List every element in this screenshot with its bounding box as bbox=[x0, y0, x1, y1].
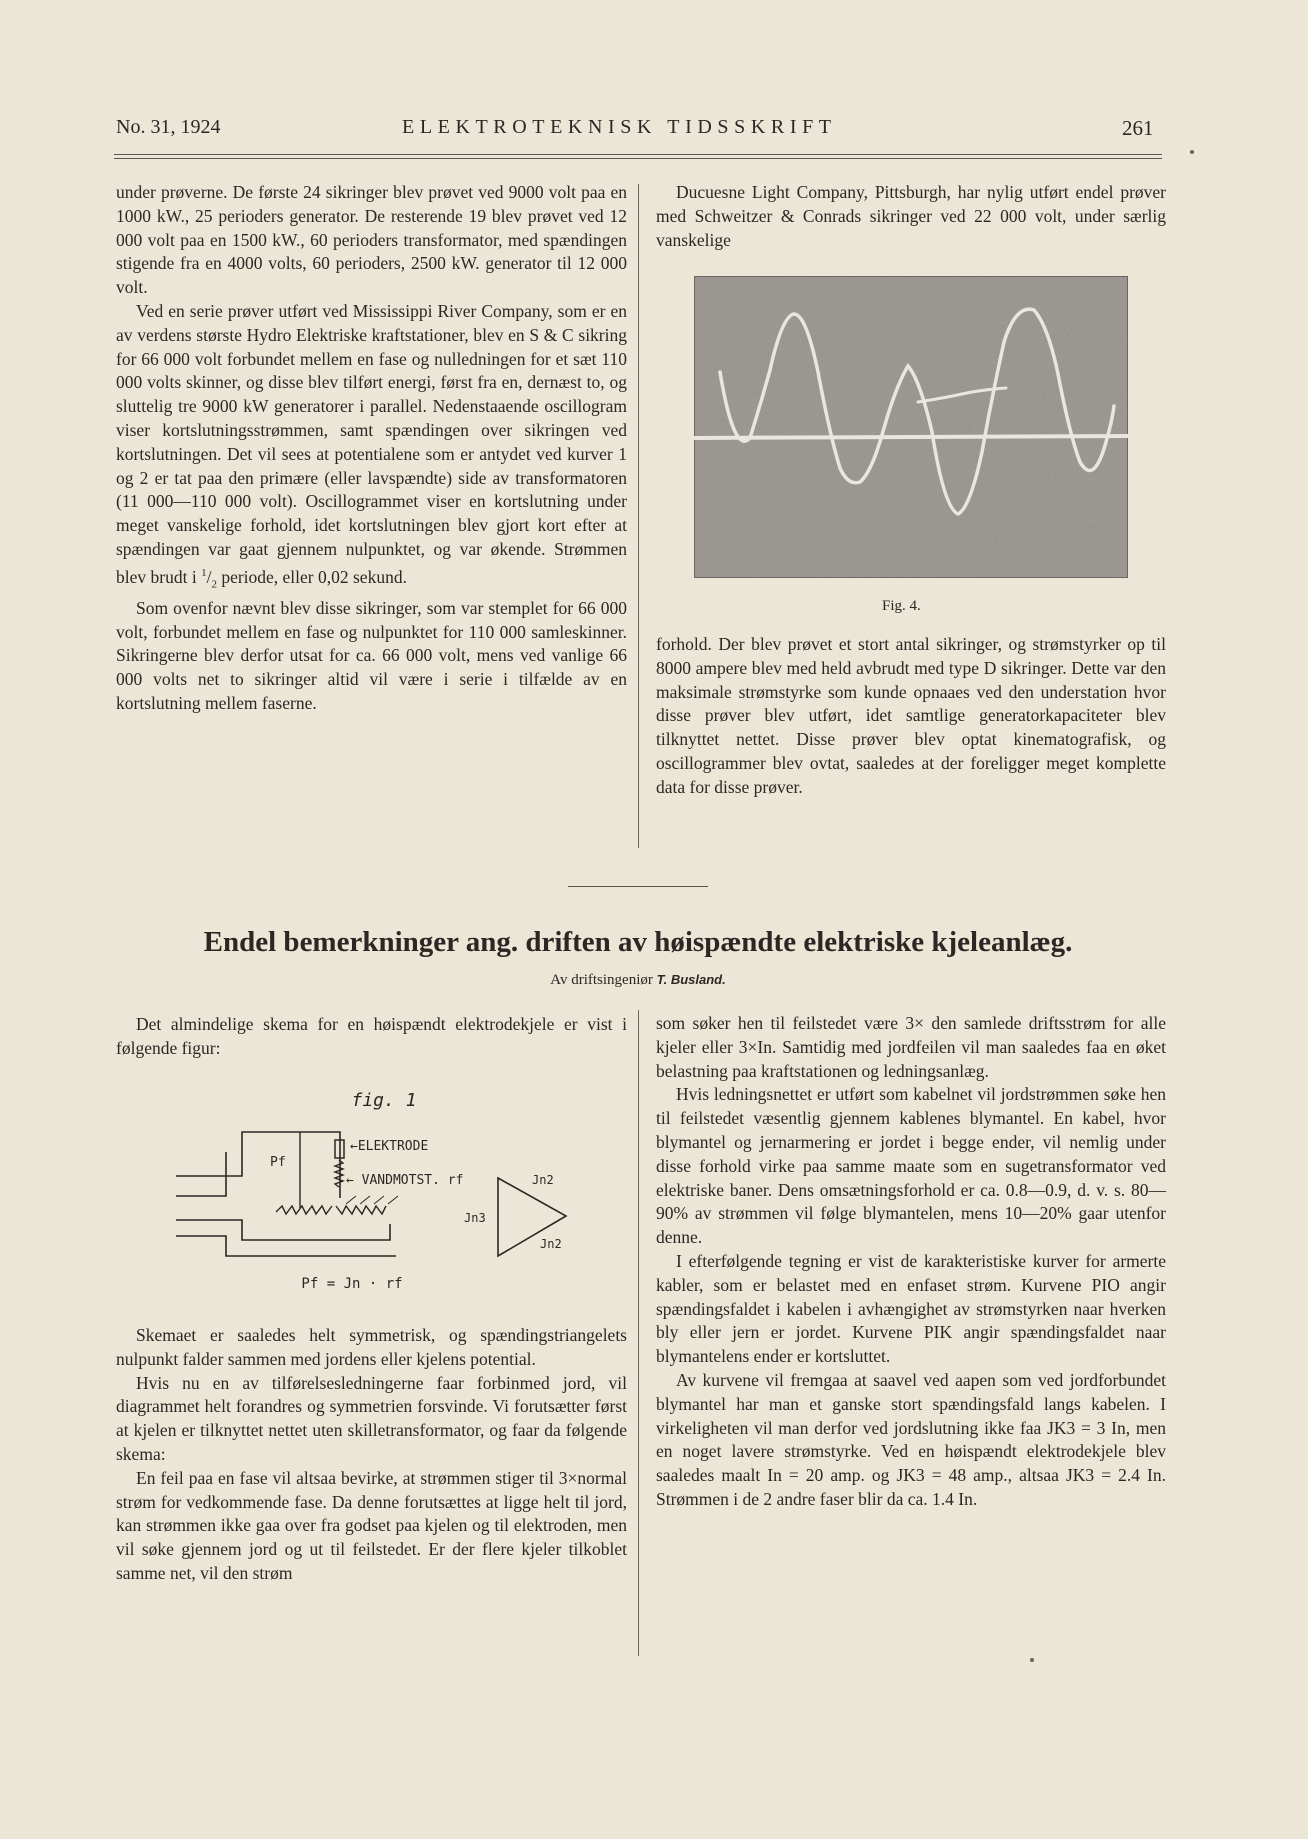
top-right-column-intro bbox=[656, 181, 1166, 252]
label-pf: Pf bbox=[270, 1155, 286, 1170]
issue-number: No. 31, 1924 bbox=[116, 116, 221, 138]
label-jn2-bottom: Jn2 bbox=[540, 1237, 562, 1251]
margin-speck bbox=[1030, 1658, 1034, 1662]
journal-title: ELEKTROTEKNISK TIDSSKRIFT bbox=[402, 116, 837, 138]
figure-caption: Fig. 4. bbox=[882, 598, 921, 614]
article-separator bbox=[568, 886, 708, 887]
paragraph: I efterfølgende tegning er vist de karakteristiske kurver for armerte kabler, som er belastet med en enfaset strøm. Kurvene PIO angir spændingsfaldet i kabelen i avhængighet av strømstyrken naar hverken bly eller jern er jordet. Kurvene PIK angir spændingsfaldet naar blymantelens ender er kortsluttet. bbox=[656, 1250, 1166, 1367]
bottom-right-column bbox=[656, 1012, 1166, 1512]
label-jn3: Jn3 bbox=[464, 1211, 486, 1225]
paragraph: En feil paa en fase vil altsaa bevirke, at strømmen stiger til 3×normal strøm for vedkommende fase. Da denne forutsættes at ligge helt til jord, kan strømmen ikke gaa over fra godset paa kjelen og til elektroden, men vil søke gjennem jord og ut til feilstedet. Er der flere kjeler tilkoblet samme net, vil den strøm bbox=[116, 1467, 627, 1583]
margin-speck bbox=[1190, 150, 1194, 154]
fraction-denominator: 2 bbox=[211, 578, 217, 591]
header-rule-top bbox=[114, 154, 1162, 155]
vessel-inner-line bbox=[176, 1152, 226, 1196]
page-number: 261 bbox=[1122, 116, 1154, 140]
label-electrode: ←ELEKTRODE bbox=[350, 1139, 429, 1154]
header-rule-bottom bbox=[114, 158, 1162, 159]
resistance-zigzag bbox=[335, 1160, 343, 1187]
paragraph: Som ovenfor nævnt blev disse sikringer, som var stemplet for 66 000 volt, forbundet mellem en fase og nulpunktet for 110 000 samleskinner. Sikringerne blev derfor utsat for ca. 66 000 volt, mens ved vanlige 66 000 volts net to sikringer altid vil være i serie i tilfælde av en kortslutning mellem faserne. bbox=[116, 597, 627, 714]
vessel-lower-line bbox=[176, 1220, 390, 1240]
schematic-drawing bbox=[170, 1088, 590, 1298]
top-right-column-continued bbox=[656, 633, 1166, 800]
schematic-formula: Pf = Jn · rf bbox=[301, 1276, 403, 1292]
column-divider-bottom bbox=[638, 1010, 639, 1656]
article-byline bbox=[150, 972, 1126, 989]
photo-grain bbox=[694, 276, 1128, 578]
resistance-zigzag-right bbox=[336, 1206, 386, 1214]
fraction-numerator: 1 bbox=[201, 566, 207, 579]
paragraph: under prøverne. De første 24 sikringer blev prøvet ved 9000 volt paa en 1000 kW., 25 perioders generator. De resterende 19 blev prøvet ved 12 000 volt paa en 1500 kW., 60 perioders transformator, med spændingen stigende fra en 4000 volts, 60 perioders, 2500 kW. generator til 12 000 volt. bbox=[116, 182, 627, 298]
schematic-fig-1 bbox=[170, 1088, 590, 1298]
paragraph: Ducuesne Light Company, Pittsburgh, har nylig utført endel prøver med Schweitzer & Conrads sikringer ved 22 000 volt, under særlig vanskelige bbox=[656, 182, 1166, 250]
vessel-bottom-line bbox=[176, 1236, 396, 1256]
byline-author: T. Busland. bbox=[656, 972, 726, 987]
top-left-column bbox=[116, 181, 627, 716]
column-divider-top bbox=[638, 184, 639, 848]
hatching bbox=[346, 1196, 398, 1204]
paragraph: forhold. Der blev prøvet et stort antal sikringer, og strømstyrker op til 8000 ampere blev med held avbrudt med type D sikringer. Dette var den maksimale strømstyrke som kunde opnaaes ved den understation hvor disse prøver blev utført, idet samtlige generatorkapaciteter blev tilknyttet nettet. Disse prøver blev optat kinematografisk, og oscillogrammer blev ovtat, saaledes at der foreligger meget komplette data for disse prøver. bbox=[656, 634, 1166, 797]
paragraph-text: periode, eller 0,02 sekund. bbox=[221, 566, 407, 587]
paragraph: Skemaet er saaledes helt symmetrisk, og spændingstriangelets nulpunkt falder sammen med jordens eller kjelens potential. bbox=[116, 1325, 627, 1369]
paragraph: Ved en serie prøver utført ved Mississippi River Company, som er en av verdens største Hydro Elektriske kraftstationer, blev en S & C sikring for 66 000 volt forbundet mellem en fase og nulledningen for et sæt 110 000 volts skinner, og disse blev tilført energi, først fra en, dernæst to, og sluttelig tre 9000 kW generatorer i parallel. Nedenstaaende oscillogram viser kortslutningsstrømmen, samt spændingen over sikringen ved kortslutningen. Det vil sees at potentialene som er antydet ved kurver 1 og 2 er tat paa den primære (eller lavspændte) side av transformatoren (11 000—110 000 volt). Oscillogrammet viser en kortslutning under meget vanskelige forhold, idet kortslutningen blev gjort kort efter at spændingen var gaat gjennem nulpunktet, og var økende. Strømmen blev brudt i $^1/_2$ periode, eller 0,02 sekund. bbox=[116, 300, 627, 591]
resistance-zigzag-left bbox=[276, 1206, 332, 1214]
paragraph: som søker hen til feilstedet være 3× den samlede driftsstrøm for alle kjeler eller 3×In. Samtidig med jordfeilen vil man saaledes faa en øket belastning paa kraftstationen og ledningsanlæg. bbox=[656, 1013, 1166, 1081]
oscillogram-figure bbox=[694, 276, 1128, 578]
paragraph: Hvis ledningsnettet er utført som kabelnet vil jordstrømmen søke hen til feilstedet væsentlig gjennem kablenes blymantel. En kabel, hvor blymantel og jernarmering er jordet i begge ender, vil nemlig under disse forhold virke paa samme maate som en sugetransformator ved elektriske baner. Dens omsætningsforhold er ca. 0.8—0.9, d. v. s. 80—90% av strømmen vil følge blymantelen, mens 10—20% gaar utenfor denne. bbox=[656, 1084, 1166, 1248]
vessel-upper-line bbox=[176, 1132, 340, 1198]
article-title: Endel bemerkninger ang. driften av høispændte elektriske kjeleanlæg. bbox=[203, 926, 1073, 958]
schematic-heading: fig. 1 bbox=[351, 1090, 417, 1111]
oscillogram-image bbox=[694, 276, 1128, 578]
paragraph-text: Ved en serie prøver utført ved Mississippi River Company, som er en av verdens største Hydro Elektriske kraftstationer, blev en S & C sikring for 66 000 volt forbundet mellem en fase og nulledningen for et sæt 110 000 volts skinner, og disse blev tilført energi, først fra en, dernæst to, og sluttelig tre 9000 kW generatorer i parallel. Nedenstaaende oscillogram viser kortslutningsstrømmen, samt spændingen over sikringen ved kortslutningen. Det vil sees at potentialene som er antydet ved kurver 1 og 2 er tat paa den primære (eller lavspændte) side av transformatoren (11 000—110 000 volt). Oscillogrammet viser en kortslutning under meget vanskelige forhold, idet kortslutningen blev gjort kort efter at spændingen var gaat gjennem nulpunktet, og var økende. Strømmen blev brudt i bbox=[116, 300, 627, 587]
paragraph: Det almindelige skema for en høispændt elektrodekjele er vist i følgende figur: bbox=[116, 1014, 627, 1058]
bottom-left-column-intro bbox=[116, 1013, 627, 1061]
paragraph: Av kurvene vil fremgaa at saavel ved aapen som ved jordforbundet blymantel har man et ganske stort spændingsfald langs kabelen. I virkeligheten vil man derfor ved jordslutning ikke faa JK3 = 3 In, men en noget lavere strømstyrke. Ved en høispændt elektrodekjele blev saaledes maalt In = 20 amp. og JK3 = 48 amp., altsaa JK3 = 2.4 In. Strømmen i de 2 andre faser blir da ca. 1.4 In. bbox=[656, 1369, 1166, 1509]
label-water-resistance: ← VANDMOTST. rf bbox=[346, 1173, 464, 1188]
baseline-trace bbox=[694, 436, 1128, 438]
byline-prefix: Av driftsingeniør bbox=[550, 972, 653, 988]
bottom-left-column-continued bbox=[116, 1324, 627, 1586]
paragraph: Hvis nu en av tilførelsesledningerne faar forbinmed jord, vil diagrammet helt forandres og symmetrien forsvinde. Vi forutsætter først at kjelen er tilknyttet nettet uten skilletransformator, og faar da følgende skema: bbox=[116, 1372, 627, 1464]
label-jn2-top: Jn2 bbox=[532, 1173, 554, 1187]
